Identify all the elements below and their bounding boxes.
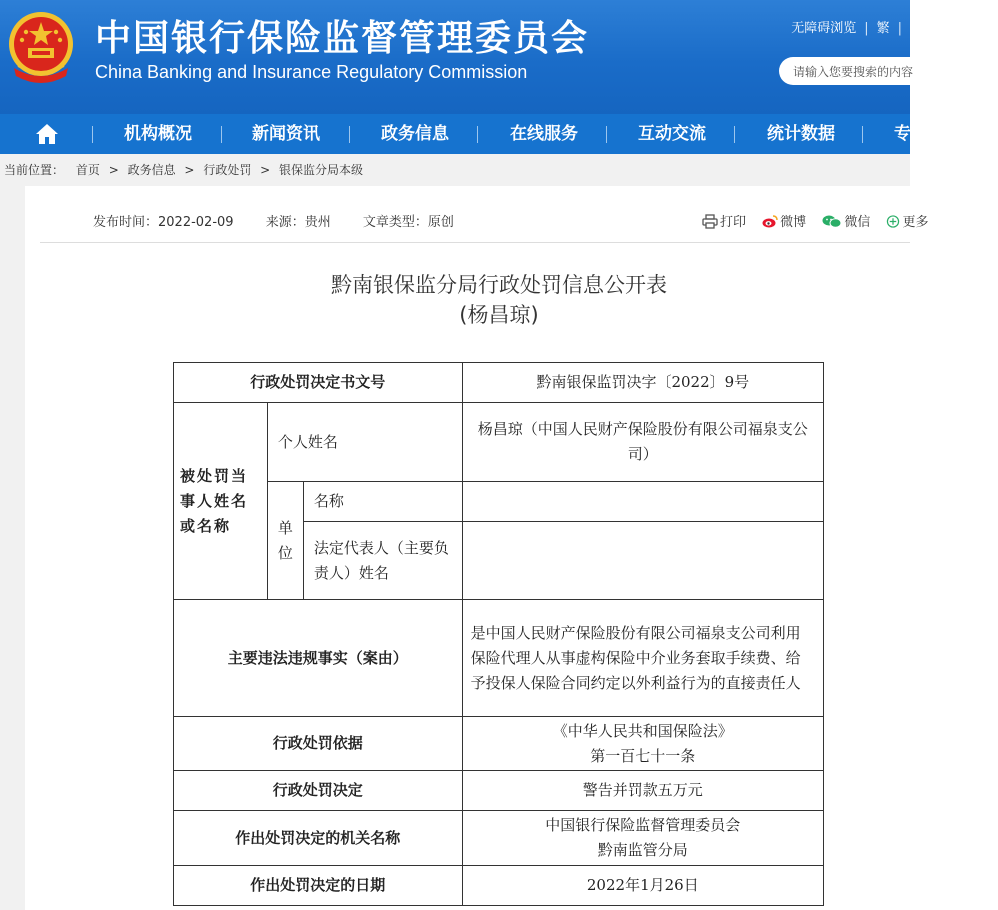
type-value: 原创 <box>427 215 454 230</box>
nav-item-statistics[interactable]: 统计数据 <box>767 124 835 144</box>
breadcrumb-separator: > <box>108 163 119 177</box>
nav-divider <box>92 126 93 143</box>
table-row <box>174 717 824 771</box>
article-meta <box>93 211 454 230</box>
breadcrumb-home[interactable]: 首页 <box>75 163 100 177</box>
person-value: 杨昌琼（中国人民财产保险股份有限公司福泉支公司） <box>462 403 823 482</box>
basis-label: 行政处罚依据 <box>174 717 463 771</box>
nav-divider <box>862 126 863 143</box>
decision-label: 行政处罚决定 <box>174 771 463 811</box>
basis-line2: 第一百七十一条 <box>590 746 696 765</box>
breadcrumb-branch[interactable]: 银保监分局本级 <box>279 163 364 177</box>
date-value: 2022年1月26日 <box>462 866 823 906</box>
doc-no-value: 黔南银保监罚决字〔2022〕9号 <box>462 363 823 403</box>
authority-line2: 黔南监管分局 <box>597 841 688 859</box>
unit-name-value <box>462 482 823 522</box>
site-title: 中国银行保险监督管理委员会 <box>95 18 590 59</box>
nav-item-about[interactable]: 机构概况 <box>124 124 192 144</box>
search-input[interactable]: 请输入您要搜索的内容 <box>779 57 939 85</box>
table-row <box>174 771 824 811</box>
breadcrumb-separator: > <box>184 163 195 177</box>
unit-label: 单位 <box>267 482 303 600</box>
nav-item-interaction[interactable]: 互动交流 <box>638 124 706 144</box>
national-emblem-icon <box>6 10 76 84</box>
facts-label: 主要违法违规事实（案由） <box>174 600 463 717</box>
party-label: 被处罚当事人姓名或名称 <box>174 403 268 600</box>
facts-value: 是中国人民财产保险股份有限公司福泉支公司利用保险代理人从事虚构保险中介业务套取手续费、给予投保人保险合同约定以外利益行为的直接责任人 <box>462 600 823 717</box>
table-row <box>174 482 824 522</box>
publish-date: 2022-02-09 <box>158 215 234 230</box>
top-link-divider: | <box>864 21 869 36</box>
breadcrumb <box>0 154 910 186</box>
penalty-info-table <box>173 362 824 906</box>
legal-rep-label: 法定代表人（主要负责人）姓名 <box>303 522 462 600</box>
wechat-share-button[interactable] <box>822 211 870 230</box>
date-label: 作出处罚决定的日期 <box>174 866 463 906</box>
source-value: 贵州 <box>304 215 331 230</box>
basis-value <box>462 717 823 771</box>
breadcrumb-government-info[interactable]: 政务信息 <box>127 163 176 177</box>
breadcrumb-separator: > <box>260 163 271 177</box>
nav-divider <box>221 126 222 143</box>
publish-label: 发布时间： <box>93 215 159 230</box>
person-label: 个人姓名 <box>267 403 462 482</box>
table-row <box>174 403 824 482</box>
accessibility-link[interactable]: 无障碍浏览 <box>791 21 857 36</box>
legal-rep-value <box>462 522 823 600</box>
nav-item-more[interactable]: 专 <box>894 124 911 144</box>
table-row <box>174 600 824 717</box>
decision-value: 警告并罚款五万元 <box>462 771 823 811</box>
table-row <box>174 866 824 906</box>
plus-circle-icon <box>886 215 900 228</box>
nav-divider <box>734 126 735 143</box>
more-share-button[interactable] <box>886 211 928 230</box>
printer-icon <box>702 215 718 228</box>
breadcrumb-penalty[interactable]: 行政处罚 <box>203 163 252 177</box>
basis-line1: 《中华人民共和国保险法》 <box>552 721 733 740</box>
top-link-divider: | <box>897 21 902 36</box>
authority-label: 作出处罚决定的机关名称 <box>174 811 463 866</box>
weibo-share-button[interactable] <box>762 211 806 230</box>
wechat-icon <box>822 215 842 228</box>
nav-item-online-service[interactable]: 在线服务 <box>510 124 578 144</box>
article-title <box>0 270 998 330</box>
nav-divider <box>477 126 478 143</box>
more-label: 更多 <box>902 215 929 230</box>
table-row <box>174 363 824 403</box>
print-label: 打印 <box>720 215 747 230</box>
site-title-en: China Banking and Insurance Regulatory Commission <box>95 62 528 82</box>
article-title-line2: (杨昌琼) <box>459 303 539 327</box>
share-bar <box>702 211 940 230</box>
main-nav <box>0 114 910 154</box>
weibo-label: 微博 <box>780 215 807 230</box>
authority-value <box>462 811 823 866</box>
meta-divider <box>40 242 910 243</box>
nav-divider <box>606 126 607 143</box>
type-label: 文章类型： <box>362 215 428 230</box>
doc-no-label: 行政处罚决定书文号 <box>174 363 463 403</box>
traditional-chinese-link[interactable]: 繁 <box>876 21 890 36</box>
nav-item-news[interactable]: 新闻资讯 <box>252 124 320 144</box>
nav-item-government-info[interactable]: 政务信息 <box>381 124 449 144</box>
authority-line1: 中国银行保险监督管理委员会 <box>545 816 741 834</box>
print-button[interactable] <box>702 211 746 230</box>
site-header <box>0 0 914 114</box>
home-icon[interactable] <box>35 123 59 145</box>
source-label: 来源： <box>265 215 305 230</box>
table-row <box>174 811 824 866</box>
unit-name-label: 名称 <box>303 482 462 522</box>
weibo-icon <box>762 215 778 228</box>
breadcrumb-label: 当前位置： <box>4 163 65 177</box>
top-links <box>791 17 910 36</box>
article-title-line1: 黔南银保监分局行政处罚信息公开表 <box>331 273 667 297</box>
wechat-label: 微信 <box>844 215 871 230</box>
nav-divider <box>349 126 350 143</box>
